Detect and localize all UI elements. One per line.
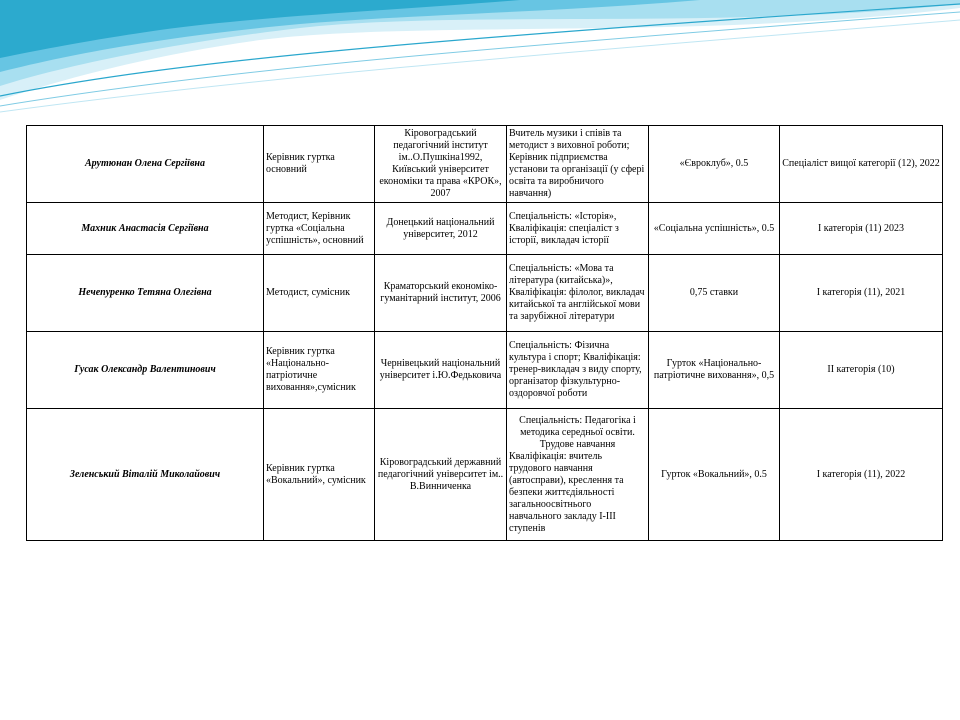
staff-specialty: Спеціальність: Фізична культура і спорт; Кваліфікація: тренер-викладач з виду спорту, організатор фізкультурно-оздоровчої роботи — [507, 332, 649, 409]
table-row — [27, 255, 943, 332]
staff-category: Спеціаліст вищої категорії (12), 2022 — [780, 126, 943, 203]
staff-name: Зеленський Віталій Миколайович — [27, 409, 264, 541]
staff-education: Краматорський економіко-гуманітарний інститут, 2006 — [375, 255, 507, 332]
staff-table — [26, 125, 943, 541]
staff-name: Махник Анастасія Сергіївна — [27, 203, 264, 255]
staff-specialty: Спеціальність: «Мова та література (китайська)», Кваліфікація: філолог, викладач китайської та англійської мови та зарубіжної літератури — [507, 255, 649, 332]
staff-workload: 0,75 ставки — [649, 255, 780, 332]
staff-education: Донецький національний університет, 2012 — [375, 203, 507, 255]
staff-education: Кіровоградський державний педагогічний університет ім.. В.Винниченка — [375, 409, 507, 541]
staff-category: ІІ категорія (10) — [780, 332, 943, 409]
staff-category: І категорія (11), 2022 — [780, 409, 943, 541]
staff-workload: «Євроклуб», 0.5 — [649, 126, 780, 203]
staff-specialty: Кваліфікація: вчитель трудового навчання (автосправи), креслення та безпеки життєдіяльності загальноосвітнього навчального закладу І-ІІІ ступенів — [509, 450, 624, 534]
staff-specialty: Спеціальність: «Історія», Кваліфікація: спеціаліст з історії, викладач історії — [507, 203, 649, 255]
staff-specialty: Вчитель музики і співів та методист з виховної роботи; Керівник підприємства установи та організації (у сфері освіта та виробничого навчання) — [507, 126, 649, 203]
staff-workload: Гурток «Вокальний», 0.5 — [649, 409, 780, 541]
staff-education: Кіровоградський педагогічний інститут ім..О.Пушкіна1992, Київський університет економіки та права «КРОК», 2007 — [375, 126, 507, 203]
table-row — [27, 332, 943, 409]
staff-name: Нечепуренко Тетяна Олегівна — [27, 255, 264, 332]
staff-name: Гусак Олександр Валентинович — [27, 332, 264, 409]
table-row — [27, 409, 943, 541]
staff-category: І категорія (11) 2023 — [780, 203, 943, 255]
staff-position: Методист, сумісник — [264, 255, 375, 332]
staff-position: Керівник гуртка основний — [264, 126, 375, 203]
staff-position: Керівник гуртка «Вокальний», сумісник — [264, 409, 375, 541]
staff-name: Арутюнан Олена Сергіївна — [27, 126, 264, 203]
staff-specialty-cell — [507, 409, 649, 541]
staff-category: І категорія (11), 2021 — [780, 255, 943, 332]
staff-specialty-heading: Спеціальність: Педагогіка і методика середньої освіти. Трудове навчання — [519, 414, 636, 450]
table-row — [27, 203, 943, 255]
staff-workload: «Соціальна успішність», 0.5 — [649, 203, 780, 255]
staff-position: Методист, Керівник гуртка «Соціальна успішність», основний — [264, 203, 375, 255]
table-row — [27, 126, 943, 203]
staff-position: Керівник гуртка «Національно-патріотичне виховання»,сумісник — [264, 332, 375, 409]
header-wave-decoration — [0, 0, 960, 120]
staff-education: Чернівецький національний університет і.Ю.Федьковича — [375, 332, 507, 409]
staff-workload: Гурток «Національно-патріотичне виховання», 0,5 — [649, 332, 780, 409]
